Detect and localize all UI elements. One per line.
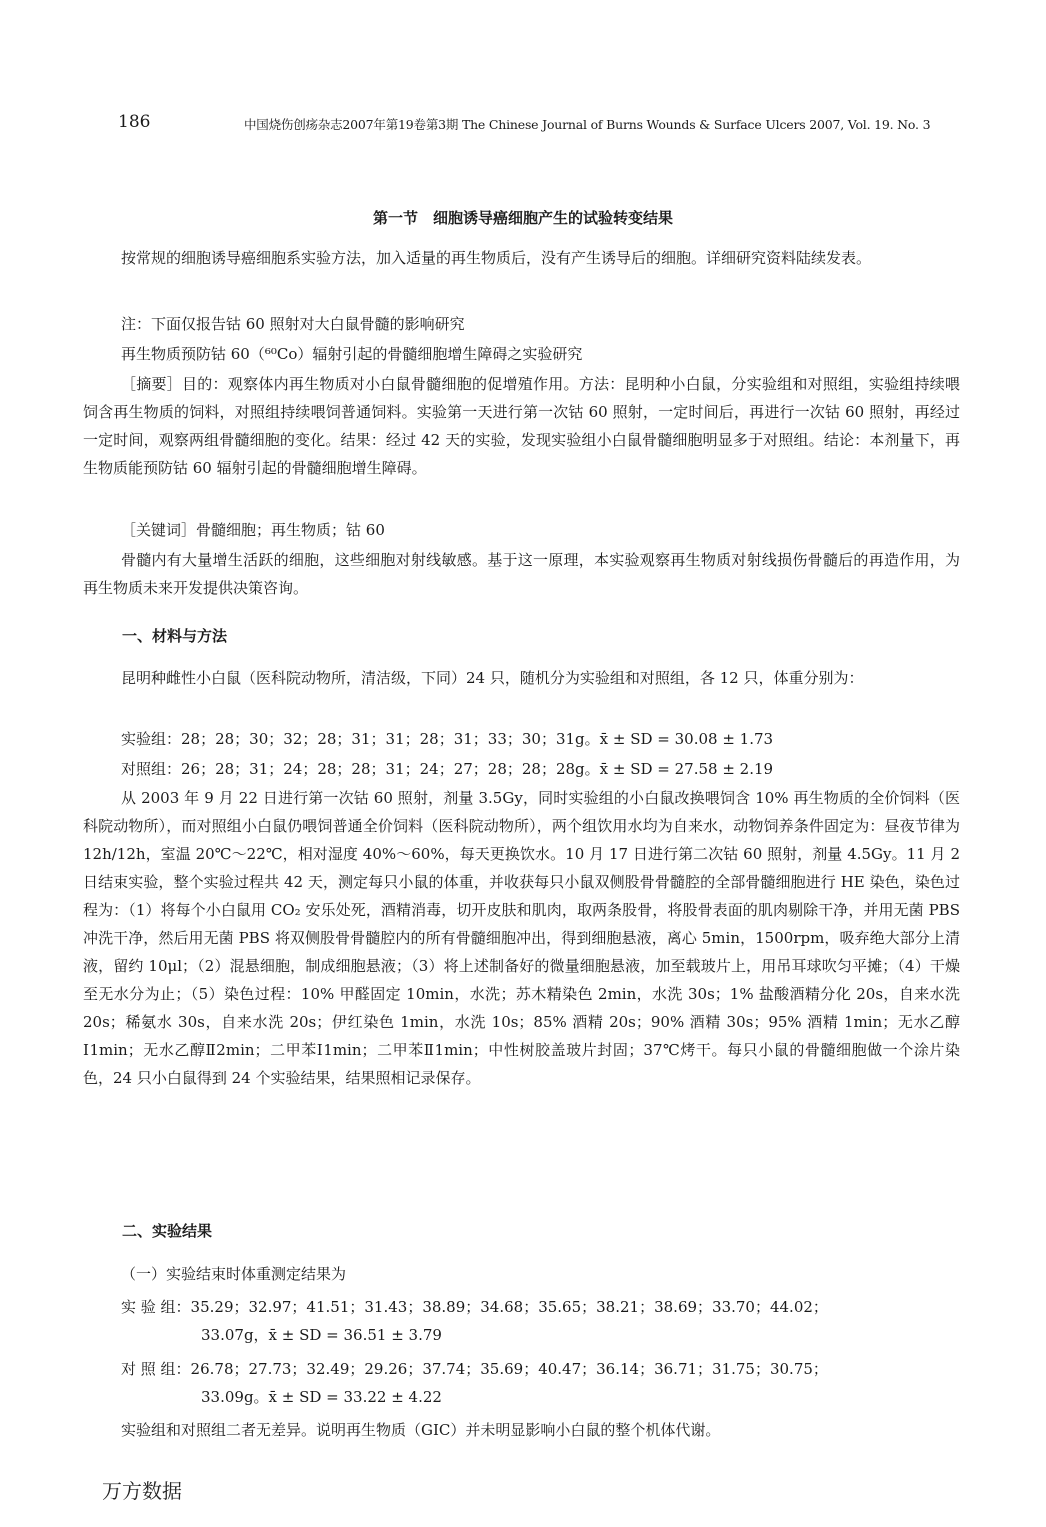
methods-paragraph: 从 2003 年 9 月 22 日进行第一次钴 60 照射，剂量 3.5Gy，同时实验组的小白鼠改换喂饲含 10% 再生物质的全价饲料（医科院动物所），而对照组小白鼠仍喂饲普通全价饲料（医科院动物所），两个组饮用水均为自来水，动物饲养条件固定为：昼夜节律为 12h/12h，室温 20℃～22℃，相对湿度 40%～60%，每天更换饮水。10 月 17 日进行第二次钴 60 照射，剂量 4.5Gy。11 月 2 日结束实验，整个实验过程共 42 天，测定每只小鼠的体重，并收获每只小鼠双侧股骨骨髓腔的全部骨髓细胞进行 HE 染色，染色过程为：（1）将每个小白鼠用 CO₂ 安乐处死，酒精消毒，切开皮肤和肌肉，取两条股骨，将股骨表面的肌肉剔除干净，并用无菌 PBS 冲洗干净，然后用无菌 PBS 将双侧股骨骨髓腔内的所有骨髓细胞冲出，得到细胞悬液，离心 5min，1500rpm，吸弃绝大部分上清液，留约 10μl；（2）混悬细胞，制成细胞悬液；（3）将上述制备好的微量细胞悬液，加至载玻片上，用吊耳球吹匀平摊；（4）干燥至无水分为止；（5）染色过程：10% 甲醛固定 10min，水洗；苏木精染色 2min，水洗 30s；1% 盐酸酒精分化 20s，自来水洗 20s；稀氨水 30s，自来水洗 20s；伊红染色 1min，水洗 10s；85% 酒精 20s；90% 酒精 30s；95% 酒精 1min；无水乙醇Ⅰ1min；无水乙醇Ⅱ2min；二甲苯Ⅰ1min；二甲苯Ⅱ1min；中性树胶盖玻片封固；37℃烤干。每只小鼠的骨髓细胞做一个涂片染色，24 只小白鼠得到 24 个实验结果，结果照相记录保存。 (83, 789, 960, 1087)
journal-header: 中国烧伤创疡杂志2007年第19卷第3期 The Chinese Journal of Burns Wounds & Surface Ulcers 2007, Vol. 19. No. 3 (244, 117, 931, 132)
exp-final-weights (121, 1293, 971, 1349)
background-paragraph: 骨髓内有大量增生活跃的细胞，这些细胞对射线敏感。基于这一原理，本实验观察再生物质对射线损伤骨髓后的再造作用，为再生物质未来开发提供决策咨询。 (83, 551, 960, 597)
intro-paragraph: 按常规的细胞诱导癌细胞系实验方法，加入适量的再生物质后，没有产生诱导后的细胞。详细研究资料陆续发表。 (121, 249, 872, 267)
ctrl-values-line1: 26.78；27.73；32.49；29.26；37.74；35.69；40.47；36.14；36.71；31.75；30.75； (190, 1360, 828, 1378)
exp-initial-weights: 实验组：28；28；30；32；28；31；31；28；31；33；30；31g。x̄ ± SD = 30.08 ± 1.73 (121, 730, 774, 748)
study-title: 再生物质预防钴 60（⁶⁰Co）辐射引起的骨髓细胞增生障碍之实验研究 (121, 345, 583, 363)
ctrl-label: 对 照 组： (121, 1360, 191, 1378)
section2-heading: 二、实验结果 (122, 1222, 213, 1240)
section-title: 第一节 细胞诱导癌细胞产生的试验转变结果 (372, 209, 673, 227)
ctrl-initial-weights: 对照组：26；28；31；24；28；28；31；24；27；28；28；28g。x̄ ± SD = 27.58 ± 2.19 (121, 760, 774, 778)
exp-values-line1: 35.29；32.97；41.51；31.43；38.89；34.68；35.65；38.21；38.69；33.70；44.02； (190, 1298, 828, 1316)
exp-values-line2: 33.07g，x̄ ± SD = 36.51 ± 3.79 (201, 1326, 442, 1344)
note-paragraph: 注：下面仅报告钴 60 照射对大白鼠骨髓的影响研究 (121, 315, 465, 333)
results-subheading: （一）实验结束时体重测定结果为 (121, 1265, 347, 1283)
section1-heading: 一、材料与方法 (122, 627, 228, 645)
materials-paragraph: 昆明种雌性小白鼠（医科院动物所，清洁级，下同）24 只，随机分为实验组和对照组，各 12 只，体重分别为： (121, 669, 864, 687)
ctrl-values-line2: 33.09g。x̄ ± SD = 33.22 ± 4.22 (201, 1388, 442, 1406)
abstract-paragraph: ［摘要］目的：观察体内再生物质对小白鼠骨髓细胞的促增殖作用。方法：昆明种小白鼠，分实验组和对照组，实验组持续喂饲含再生物质的饲料，对照组持续喂饲普通饲料。实验第一天进行第一次钴 60 照射，一定时间后，再进行一次钴 60 照射，再经过一定时间，观察两组骨髓细胞的变化。结果：经过 42 天的实验，发现实验组小白鼠骨髓细胞明显多于对照组。结论：本剂量下，再生物质能预防钴 60 辐射引起的骨髓细胞增生障碍。 (83, 375, 960, 477)
keywords-line: ［关键词］骨髓细胞；再生物质；钴 60 (121, 521, 385, 539)
exp-label: 实 验 组： (121, 1298, 191, 1316)
page-number: 186 (118, 112, 151, 132)
ctrl-final-weights (121, 1355, 971, 1411)
watermark-text: 万方数据 (102, 1479, 182, 1503)
results-conclusion: 实验组和对照组二者无差异。说明再生物质（GIC）并未明显影响小白鼠的整个机体代谢。 (121, 1421, 721, 1439)
